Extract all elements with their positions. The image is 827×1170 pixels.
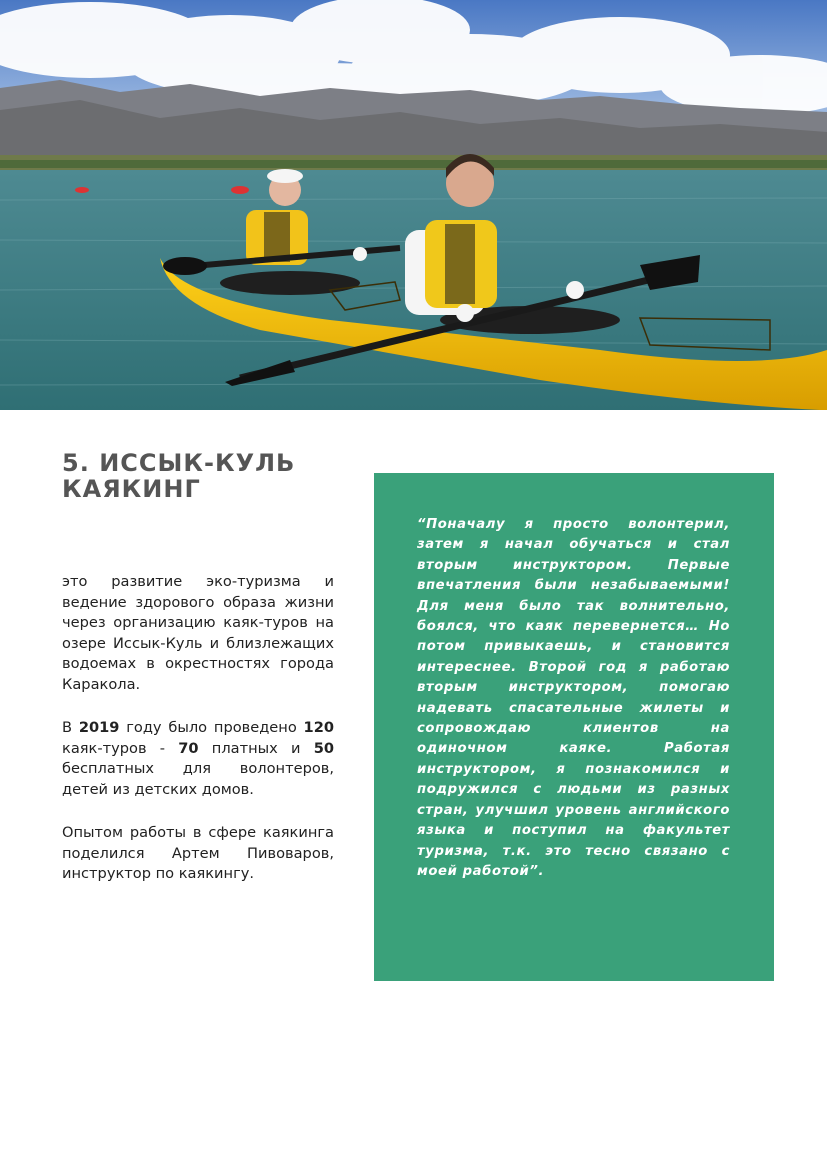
- section-number: 5.: [62, 449, 90, 477]
- stats-free-tours: 50: [313, 739, 335, 757]
- section-title-line2: КАЯКИНГ: [62, 475, 201, 503]
- quote-text: “Поначалу я просто волонтерил, затем я начал обучаться и стал вторым инструктором. Первые впечатления были незабываемыми! Для меня было так волнительно, боялся, что каяк перевернется… Но потом привыкаешь, и становится интереснее. Второй год я работаю вторым инструктором, помогаю надевать спасательные жилеты и сопровождаю клиентов на одиночном каяке. Работая инструктором, я познакомился и подружился с людьми из разных стран, улучшил уровень английского языка и поступил на факультет туризма, т.к. это тесно связано с моей работой”.: [417, 517, 730, 879]
- stats-year: 2019: [78, 719, 120, 736]
- stats-paid-tours: 70: [178, 739, 199, 757]
- section-heading: [62, 450, 295, 502]
- quote-box: [374, 473, 774, 981]
- stats-text: платных и: [198, 739, 314, 757]
- stats-text: бесплатных для волонтеров, детей из детских домов.: [62, 760, 334, 798]
- instructor-paragraph: Опытом работы в сфере каякинга поделился Артем Пивоваров, инструктор по каякингу.: [62, 824, 334, 882]
- stats-text: каяк-туров -: [62, 739, 179, 757]
- stats-total-tours: 120: [303, 719, 335, 736]
- kayak-photo: [0, 0, 827, 410]
- stats-text: В: [62, 719, 79, 736]
- section-title-line1: ИССЫК-КУЛЬ: [99, 449, 296, 477]
- photo-illustration: [0, 0, 827, 410]
- stats-text: году было проведено: [119, 719, 304, 736]
- stats-paragraph: [62, 718, 334, 800]
- intro-paragraph: это развитие эко-туризма и ведение здорового образа жизни через организацию каяк-туров на озере Иссык-Куль и близлежащих водоемах в окрестностях города Каракола.: [62, 573, 334, 693]
